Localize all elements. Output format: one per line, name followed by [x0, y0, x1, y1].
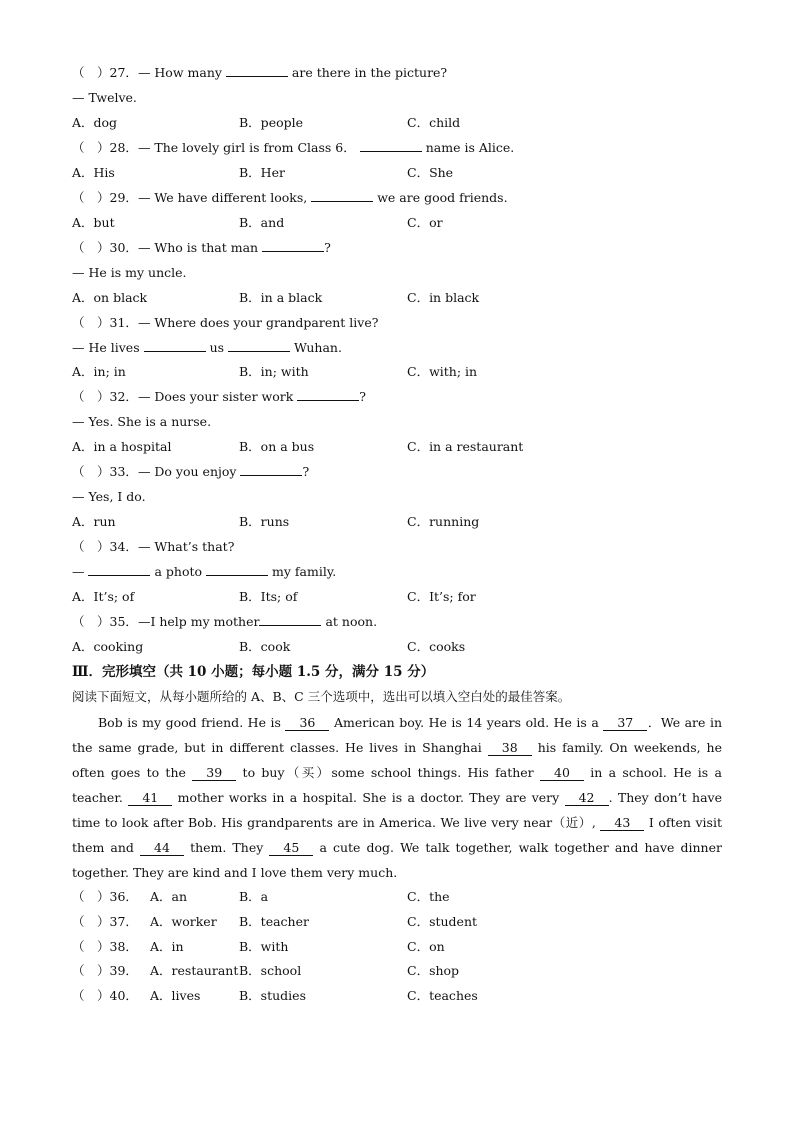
option-b[interactable]: B．with	[239, 939, 289, 954]
option-c[interactable]: C．teaches	[407, 988, 478, 1003]
question-33-stem: （ ）33．— Do you enjoy ?	[72, 464, 310, 479]
option-b[interactable]: B．school	[239, 963, 302, 978]
option-a[interactable]: A．lives	[150, 988, 201, 1003]
option-c[interactable]: C．the	[407, 889, 450, 904]
option-b[interactable]: B．a	[239, 889, 269, 904]
option-a[interactable]: A．His	[72, 165, 115, 180]
answer-blank[interactable]	[262, 239, 324, 252]
option-a[interactable]: A．in; in	[72, 364, 126, 379]
question-34-options	[72, 588, 722, 606]
option-a[interactable]: A．in	[150, 939, 184, 954]
question-31-answer: — He lives us Wuhan.	[72, 340, 342, 355]
answer-blank[interactable]	[228, 339, 290, 352]
option-b[interactable]: B．Her	[239, 165, 285, 180]
question-31-options	[72, 363, 722, 381]
question-28-stem: （ ）28．— The lovely girl is from Class 6． name is Alice.	[72, 140, 515, 155]
option-a[interactable]: A．worker	[150, 914, 217, 929]
option-a[interactable]: A．but	[72, 215, 115, 230]
option-b[interactable]: B．in; with	[239, 364, 309, 379]
option-b[interactable]: B．cook	[239, 639, 291, 654]
option-c[interactable]: C．with; in	[407, 364, 478, 379]
answer-blank[interactable]	[360, 139, 422, 152]
answer-blank[interactable]	[226, 64, 288, 77]
option-c[interactable]: C．in a restaurant	[407, 439, 524, 454]
question-30-answer: — He is my uncle.	[72, 265, 187, 280]
answer-blank[interactable]	[297, 388, 359, 401]
question-34-answer: — a photo my family.	[72, 564, 337, 579]
answer-blank[interactable]	[311, 189, 373, 202]
option-a[interactable]: A．cooking	[72, 639, 144, 654]
section-title: Ⅲ．完形填空（共 10 小题；每小题 1.5 分，满分 15 分）	[72, 664, 435, 680]
cloze-blank-42[interactable]: 42	[565, 791, 609, 806]
cloze-blank-39[interactable]: 39	[192, 766, 236, 781]
question-33-options	[72, 513, 722, 531]
option-b[interactable]: B．on a bus	[239, 439, 315, 454]
answer-blank[interactable]	[88, 563, 150, 576]
option-a[interactable]: A．dog	[72, 115, 118, 130]
question-31-stem: （ ）31．— Where does your grandparent live?	[72, 315, 379, 330]
question-number: 27	[109, 65, 126, 80]
option-a[interactable]: A．on black	[72, 290, 148, 305]
option-c[interactable]: C．running	[407, 514, 480, 529]
option-b[interactable]: B．in a black	[239, 290, 323, 305]
option-a[interactable]: A．in a hospital	[72, 439, 172, 454]
option-b[interactable]: B．studies	[239, 988, 306, 1003]
cloze-passage: Bob is my good friend. He is 36 American boy. He is 14 years old. He is a 37 ．We are in the same grade, but in different classes. He lives in Shanghai 38 his family. On weekends, he often goes to the 39 to buy（买）some school things. His father 40 in a school. He is a teacher. 41 mother works in a hospital. She is a doctor. They are very 42 . They don’t have time to look after Bob. His grandparents are in America. We live very near（近）, 43 I often visit them and 44 them. They 45 a cute dog. We talk together, walk together and have dinner together. They are kind and I love them very much.	[72, 715, 722, 880]
option-a[interactable]: A．It’s; of	[72, 589, 135, 604]
option-b[interactable]: B．people	[239, 115, 304, 130]
question-27-options	[72, 114, 722, 132]
cloze-blank-37[interactable]: 37	[603, 716, 647, 731]
option-b[interactable]: B．Its; of	[239, 589, 298, 604]
option-c[interactable]: C．on	[407, 939, 445, 954]
cloze-question-39: （ ）39． A．restaurant B．school C．shop	[72, 963, 460, 978]
cloze-blank-43[interactable]: 43	[600, 816, 644, 831]
option-c[interactable]: C．or	[407, 215, 443, 230]
question-29-options	[72, 214, 722, 232]
option-a[interactable]: A．an	[150, 889, 188, 904]
cloze-blank-38[interactable]: 38	[488, 741, 532, 756]
cloze-question-37: （ ）37． A．worker B．teacher C．student	[72, 914, 478, 929]
answer-blank[interactable]	[240, 463, 302, 476]
option-c[interactable]: C．in black	[407, 290, 480, 305]
cloze-blank-44[interactable]: 44	[140, 841, 184, 856]
option-b[interactable]: B．runs	[239, 514, 290, 529]
answer-blank[interactable]	[259, 613, 321, 626]
cloze-blank-45[interactable]: 45	[269, 841, 313, 856]
option-a[interactable]: A．restaurant	[150, 963, 239, 978]
question-32-options	[72, 438, 722, 456]
question-33-answer: — Yes, I do.	[72, 489, 146, 504]
option-b[interactable]: B．and	[239, 215, 285, 230]
question-30-options	[72, 289, 722, 307]
cloze-blank-36[interactable]: 36	[285, 716, 329, 731]
option-b[interactable]: B．teacher	[239, 914, 309, 929]
cloze-blank-41[interactable]: 41	[128, 791, 172, 806]
cloze-question-38: （ ）38． A．in B．with C．on	[72, 939, 445, 954]
question-28-options	[72, 164, 722, 182]
option-c[interactable]: C．shop	[407, 963, 460, 978]
question-29-stem: （ ）29．— We have different looks, we are good friends.	[72, 190, 508, 205]
cloze-question-36: （ ）36． A．an B．a C．the	[72, 889, 450, 904]
answer-blank[interactable]	[206, 563, 268, 576]
cloze-blank-40[interactable]: 40	[540, 766, 584, 781]
option-c[interactable]: C．cooks	[407, 639, 466, 654]
option-c[interactable]: C．It’s; for	[407, 589, 476, 604]
question-27-stem: （ ）27．— How many are there in the picture?	[72, 65, 448, 80]
question-27-answer: — Twelve.	[72, 90, 137, 105]
option-c[interactable]: C．child	[407, 115, 461, 130]
section-instruction: 阅读下面短文，从每小题所给的 A、B、C 三个选项中，选出可以填入空白处的最佳答案。	[72, 689, 571, 704]
option-c[interactable]: C．student	[407, 914, 478, 929]
cloze-question-40: （ ）40． A．lives B．studies C．teaches	[72, 988, 478, 1003]
question-34-stem: （ ）34．— What’s that?	[72, 539, 235, 554]
question-32-answer: — Yes. She is a nurse.	[72, 414, 212, 429]
option-a[interactable]: A．run	[72, 514, 116, 529]
question-35-stem: （ ）35．—I help my mother at noon.	[72, 614, 378, 629]
question-35-options	[72, 638, 722, 656]
option-c[interactable]: C．She	[407, 165, 454, 180]
question-32-stem: （ ）32．— Does your sister work ?	[72, 389, 366, 404]
question-30-stem: （ ）30．— Who is that man ?	[72, 240, 331, 255]
answer-blank[interactable]	[144, 339, 206, 352]
